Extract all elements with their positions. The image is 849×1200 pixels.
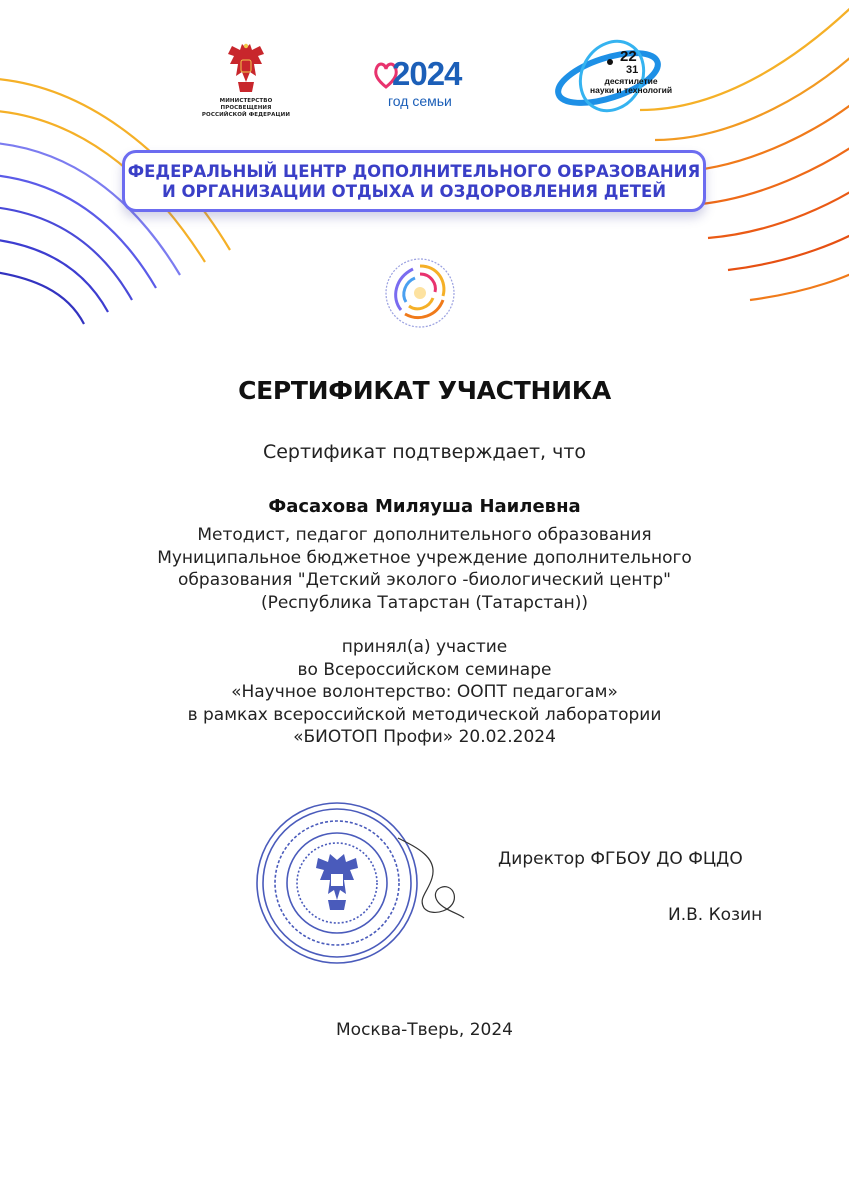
director-position: Директор ФГБОУ ДО ФЦДО	[498, 849, 743, 869]
decade-of-science-logo	[552, 36, 673, 118]
participation-line: во Всероссийском семинаре	[297, 659, 552, 680]
center-emblem-icon	[383, 256, 457, 330]
participation-details	[0, 636, 849, 749]
participation-line: в рамках всероссийской методической лаборатории	[187, 704, 662, 725]
ministry-name-line: МИНИСТЕРСТВО ПРОСВЕЩЕНИЯ	[219, 98, 273, 111]
ministry-logo	[196, 42, 296, 119]
double-headed-eagle-icon	[224, 42, 268, 96]
participation-line: принял(а) участие	[341, 637, 508, 657]
director-name: И.В. Козин	[668, 905, 763, 925]
banner-line: ФЕДЕРАЛЬНЫЙ ЦЕНТР ДОПОЛНИТЕЛЬНОГО ОБРАЗОВАНИЯ	[127, 162, 701, 181]
certificate-title: СЕРТИФИКАТ УЧАСТНИКА	[238, 376, 611, 405]
decade-caption: науки и технологий	[590, 85, 673, 95]
year-text: 2024	[392, 55, 462, 92]
year-subtitle: год семьи	[388, 93, 452, 109]
organization-line: Муниципальное бюджетное учреждение дополнительного	[157, 547, 692, 568]
decade-end: 31	[626, 64, 639, 76]
region-line: (Республика Татарстан (Татарстан))	[260, 592, 589, 613]
confirmation-text: Сертификат подтверждает, что	[262, 441, 587, 463]
participant-name: Фасахова Миляуша Наилевна	[268, 496, 581, 517]
decade-start: 22	[620, 48, 637, 65]
center-name-banner	[122, 150, 706, 212]
laboratory-date: «БИОТОП Профи» 20.02.2024	[293, 727, 556, 747]
place-and-year: Москва-Тверь, 2024	[336, 1020, 513, 1040]
decade-caption: десятилетие	[604, 76, 658, 86]
participant-position: Методист, педагог дополнительного образования	[197, 525, 652, 545]
participant-details	[0, 524, 849, 614]
director-signature	[388, 818, 468, 928]
ministry-name-line: РОССИЙСКОЙ ФЕДЕРАЦИИ	[201, 112, 291, 118]
organization-line: образования "Детский эколого -биологический центр"	[178, 570, 671, 590]
banner-line: И ОРГАНИЗАЦИИ ОТДЫХА И ОЗДОРОВЛЕНИЯ ДЕТЕЙ	[161, 182, 667, 201]
seminar-title: «Научное волонтерство: ООПТ педагогам»	[231, 682, 618, 702]
